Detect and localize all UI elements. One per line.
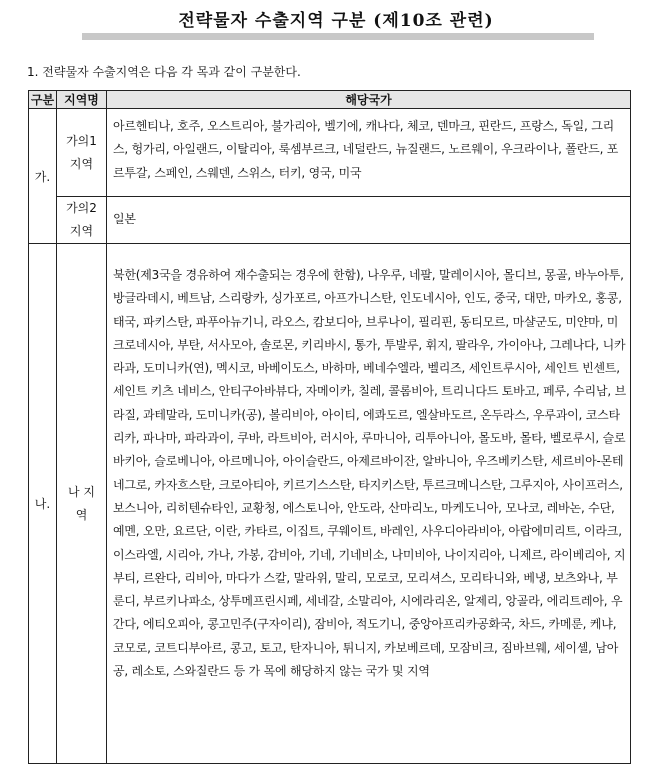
region-name-line: 지역 (69, 156, 94, 171)
intro-text: 1. 전략물자 수출지역은 다음 각 목과 같이 구분한다. (27, 65, 301, 79)
group-label: 가. (29, 109, 57, 244)
region-name-line: 가의1 (66, 133, 97, 148)
table-row (29, 109, 631, 197)
region-name (57, 244, 107, 764)
region-name-line: 역 (75, 507, 88, 522)
country-list: 아르헨티나, 호주, 오스트리아, 불가리아, 벨기에, 캐나다, 체코, 덴마크, 핀란드, 프랑스, 독일, 그리스, 헝가리, 아일랜드, 이탈리아, 룩셈부르크, 네덜란드, 뉴질랜드, 노르웨이, 우크라이나, 폴란드, 포르투갈, 스페인, 스웨덴, 스위스, 터키, 영국, 미국 (107, 109, 631, 197)
country-list: 북한(제3국을 경유하여 재수출되는 경우에 한함), 나우루, 네팔, 말레이시아, 몰디브, 몽골, 바누아투, 방글라데시, 베트남, 스리랑카, 싱가포르, 아프가니스탄, 인도네시아, 인도, 중국, 대만, 마카오, 홍콩, 태국, 파키스탄, 파푸아뉴기니, 라오스, 캄보디아, 브루나이, 필리핀, 동티모르, 마샬군도, 미얀마, 미크로네시아, 부탄, 서사모아, 솔로몬, 키리바시, 통가, 투발루, 휘지, 팔라우, 가이아나, 그레나다, 니카라과, 도미니카(연), 멕시코, 바베이도스, 바하마, 베네수엘라, 벨리즈, 세인트루시아, 세인트 빈센트, 세인트 키츠 네비스, 안티구아바뷰다, 자메이카, 칠레, 콜롬비아, 트리니다드 토바고, 페루, 수리남, 브라질, 과테말라, 도미니카(공), 볼리비아, 아이티, 에콰도르, 엘살바도르, 온두라스, 우루과이, 코스타리카, 파나마, 파라과이, 쿠바, 라트비아, 러시아, 루마니아, 리투아니아, 몰도바, 몰타, 벨로루시, 슬로바키아, 슬로베니아, 아르메니아, 아이슬란드, 아제르바이잔, 알바니아, 우즈베키스탄, 세르비아-몬테네그로, 카자흐스탄, 크로아티아, 키르기스스탄, 타지키스탄, 투르크메니스탄, 그루지아, 사이프러스, 보스니아, 리히텐슈타인, 교황청, 에스토니아, 안도라, 산마리노, 마케도니아, 모나코, 레바논, 수단, 예멘, 오만, 요르단, 이란, 카타르, 이집트, 쿠웨이트, 바레인, 사우디아라비아, 아랍에미리트, 이라크, 이스라엘, 시리아, 가나, 가봉, 감비아, 기네, 기네비소, 나미비아, 나이지리아, 니제르, 라이베리아, 지부티, 르완다, 리비아, 마다가 스칼, 말라위, 말리, 모로코, 모리셔스, 모리타니와, 베냉, 보츠와나, 부룬디, 부르키나파소, 상투메프린시페, 세네갈, 소말리아, 시에라리온, 알제리, 앙골라, 에리트레아, 우간다, 에티오피아, 콩고민주(구자이리), 잠비아, 적도기니, 중앙아프리카공화국, 차드, 카메룬, 케냐, 코모로, 코트디부아르, 콩고, 토고, 탄자니아, 튀니지, 카보베르데, 모잠비크, 짐바브웨, 세이셸, 남아공, 레소토, 스와질란드 등 가 목에 해당하지 않는 국가 및 지역 (107, 244, 631, 764)
region-name-line: 지역 (69, 224, 94, 238)
table-row (29, 197, 631, 244)
export-region-table (28, 90, 631, 764)
title-underline (82, 33, 594, 40)
header-countries: 해당국가 (107, 91, 631, 109)
header-group: 구분 (29, 91, 57, 109)
country-list: 일본 (107, 197, 631, 244)
table-header-row (29, 91, 631, 109)
group-label: 나. (29, 244, 57, 764)
region-name (57, 109, 107, 197)
region-name-line: 나 지 (68, 484, 95, 499)
region-name (57, 197, 107, 244)
table-row (29, 244, 631, 764)
page-title: 전략물자 수출지역 구분 (제10조 관련) (178, 11, 494, 31)
header-region: 지역명 (57, 91, 107, 109)
region-name-line: 가의2 (66, 201, 97, 215)
